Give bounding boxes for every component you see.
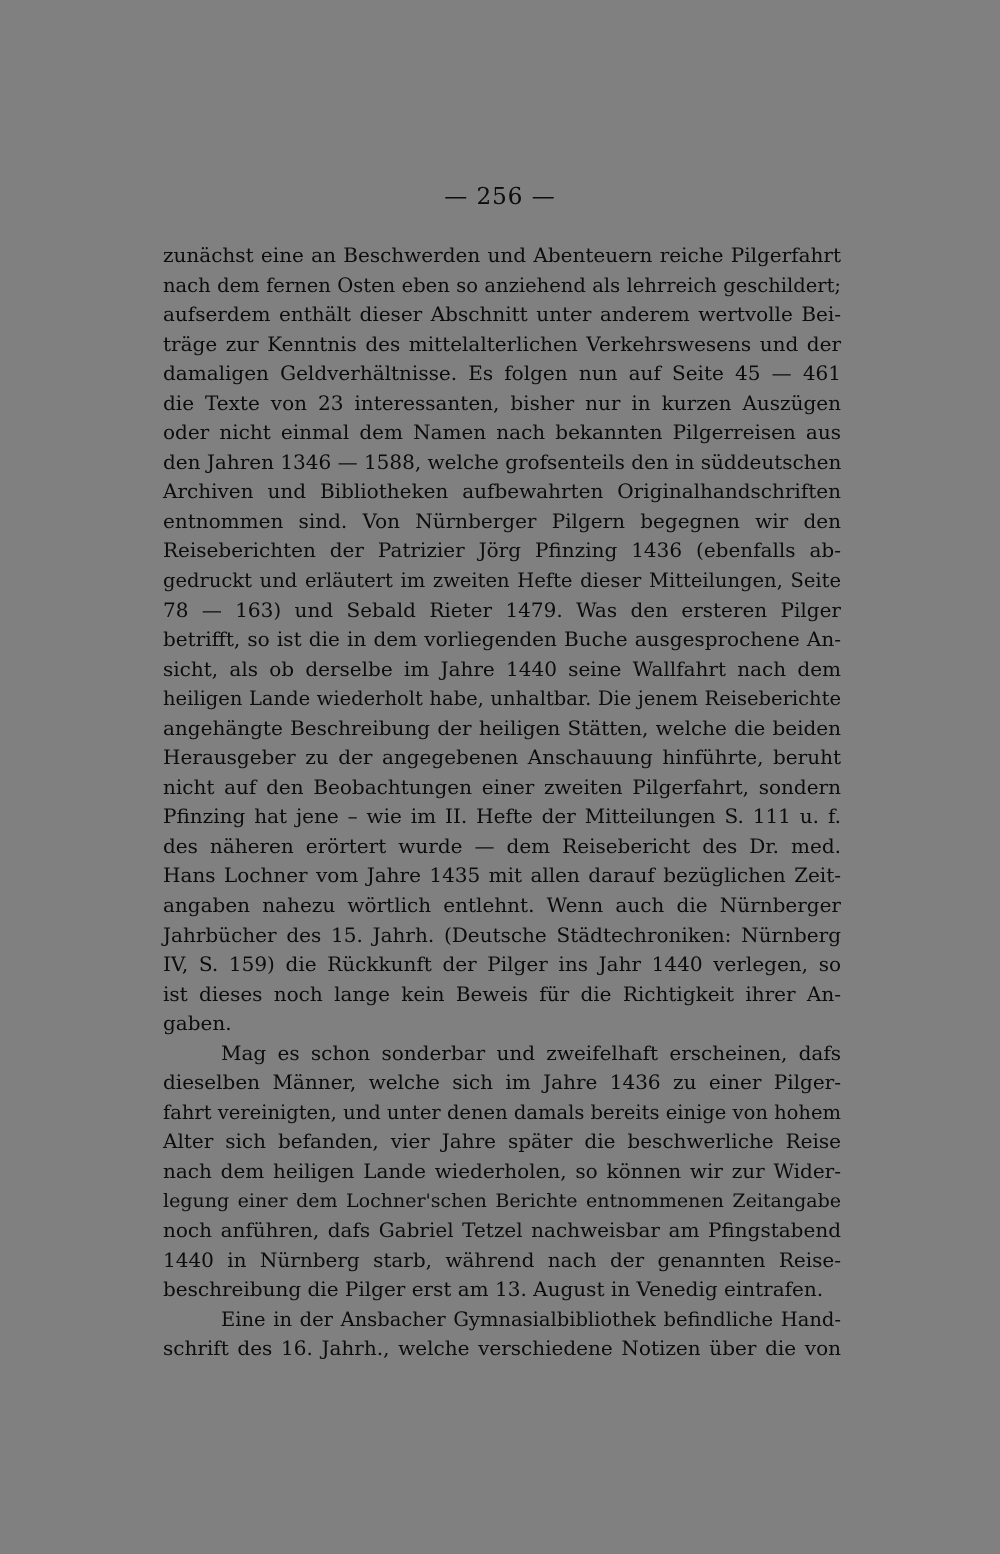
text-line: Eine in der Ansbacher Gymnasialbibliothek befindliche Hand- — [221, 1307, 841, 1331]
text-line: Reiseberichten der Patrizier Jörg Pfinzing 1436 (ebenfalls ab- — [163, 538, 841, 563]
text-line: die Texte von 23 interessanten, bisher nur in kurzen Auszügen — [163, 390, 841, 415]
text-line: oder nicht einmal dem Namen nach bekannten Pilgerreisen aus — [163, 420, 841, 445]
text-line: nach dem heiligen Lande wiederholen, so können wir zur Wider- — [163, 1158, 841, 1183]
text-line: den Jahren 1346 — 1588, welche grofsenteils den in süddeutschen — [163, 449, 842, 474]
text-line: zunächst eine an Beschwerden und Abenteuern reiche Pilgerfahrt — [163, 243, 841, 267]
text-line: gedruckt und erläutert im zweiten Hefte dieser Mitteilungen, Seite — [163, 569, 841, 593]
text-line: schrift des 16. Jahrh., welche verschiedene Notizen über die von — [163, 1336, 841, 1361]
text-line: betrifft, so ist die in dem vorliegenden Buche ausgesprochene An- — [163, 627, 841, 652]
text-line: angaben nahezu wörtlich entlehnt. Wenn auch die Nürnberger — [163, 893, 841, 918]
text-line: aufserdem enthält dieser Abschnitt unter anderem wertvolle Bei- — [163, 302, 841, 327]
text-line: des näheren erörtert wurde — dem Reisebericht des Dr. med. — [163, 833, 841, 858]
page-number: — 256 — — [444, 184, 556, 210]
text-line: Alter sich befanden, vier Jahre später die beschwerliche Reise — [163, 1129, 841, 1154]
text-line: 1440 in Nürnberg starb, während nach der genannten Reise- — [163, 1247, 841, 1272]
text-line: legung einer dem Lochner'schen Berichte entnommenen Zeitangabe — [163, 1189, 841, 1212]
text-line: gaben. — [163, 1011, 232, 1036]
text-line: 78 — 163) und Sebald Rieter 1479. Was den ersteren Pilger — [163, 597, 841, 622]
text-line: Jahrbücher des 15. Jahrh. (Deutsche Städtechroniken: Nürnberg — [163, 922, 841, 947]
text-line: beschreibung die Pilger erst am 13. August in Venedig eintrafen. — [163, 1277, 824, 1302]
text-line: ist dieses noch lange kein Beweis für die Richtigkeit ihrer An- — [163, 981, 841, 1006]
text-line: nach dem fernen Osten eben so anziehend als lehrreich geschildert; — [163, 273, 841, 297]
text-line: dieselben Männer, welche sich im Jahre 1436 zu einer Pilger- — [163, 1070, 841, 1095]
text-line: damaligen Geldverhältnisse. Es folgen nun auf Seite 45 — 461 — [163, 361, 841, 386]
text-line: Hans Lochner vom Jahre 1435 mit allen darauf bezüglichen Zeit- — [163, 863, 841, 888]
text-line: angehängte Beschreibung der heiligen Stätten, welche die beiden — [163, 715, 841, 740]
text-line: fahrt vereinigten, und unter denen damals bereits einige von hohem — [163, 1100, 841, 1124]
text-line: IV, S. 159) die Rückkunft der Pilger ins Jahr 1440 verlegen, so — [163, 952, 841, 977]
text-line: heiligen Lande wiederholt habe, unhaltbar. Die jenem Reiseberichte — [163, 687, 841, 711]
body-text — [163, 241, 841, 1364]
text-line: entnommen sind. Von Nürnberger Pilgern begegnen wir den — [163, 508, 841, 533]
text-line: Herausgeber zu der angegebenen Anschauung hinführte, beruht — [163, 745, 841, 770]
text-line: träge zur Kenntnis des mittelalterlichen Verkehrswesens und der — [163, 331, 841, 356]
text-line: Mag es schon sonderbar und zweifelhaft erscheinen, dafs — [221, 1040, 841, 1065]
text-line: sicht, als ob derselbe im Jahre 1440 seine Wallfahrt nach dem — [163, 656, 841, 681]
text-line: Archiven und Bibliotheken aufbewahrten Originalhandschriften — [163, 479, 841, 504]
text-line: nicht auf den Beobachtungen einer zweiten Pilgerfahrt, sondern — [163, 774, 841, 799]
text-line: Pfinzing hat jene – wie im II. Hefte der Mitteilungen S. 111 u. f. — [163, 804, 841, 829]
text-line: noch anführen, dafs Gabriel Tetzel nachweisbar am Pfingstabend — [163, 1218, 841, 1243]
